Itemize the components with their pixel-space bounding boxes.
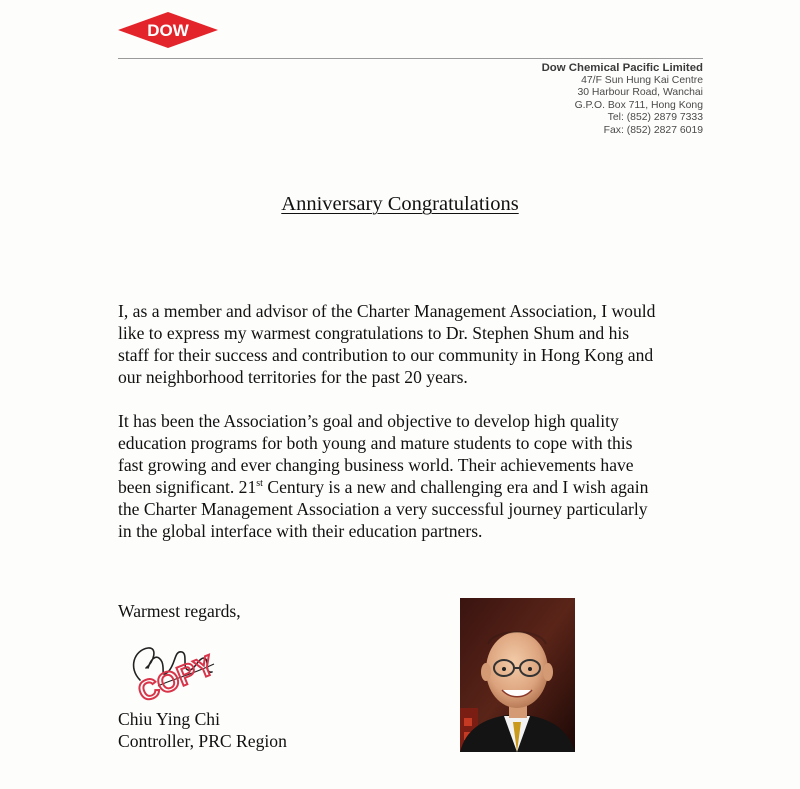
century-suffix: st [256,478,263,489]
body-line: education programs for both young and mature students to cope with this [118,433,633,453]
body-line: like to express my warmest congratulations to Dr. Stephen Shum and his [118,323,630,343]
body-line: our neighborhood territories for the past 20 years. [118,367,468,387]
paragraph-2 [118,410,718,542]
closing: Warmest regards, [118,601,241,621]
body-line-century [118,476,718,498]
century-pre: been significant. 21 [118,477,257,497]
address-line: G.P.O. Box 711, Hong Kong [574,99,703,111]
century-post: Century is a new and challenging era and I wish again [262,477,649,497]
header-rule [118,58,703,59]
letter-title [0,193,800,216]
letterhead-address [383,62,703,138]
logo-text: DOW [147,21,189,40]
fax-line: Fax: (852) 2827 6019 [603,124,703,136]
paragraph-1 [118,300,718,388]
body-line: in the global interface with their education partners. [118,521,483,541]
address-line: 30 Harbour Road, Wanchai [577,87,703,99]
body-line: It has been the Association’s goal and objective to develop high quality [118,411,619,431]
copy-stamp: COPY [133,649,219,708]
company-name: Dow Chemical Pacific Limited [541,62,703,74]
signer-block [118,708,287,752]
address-line: 47/F Sun Hung Kai Centre [581,74,703,86]
signature-with-copy-stamp [118,628,238,710]
body-line: fast growing and ever changing business world. Their achievements have [118,455,634,475]
portrait-photo [460,598,575,752]
phone-line: Tel: (852) 2879 7333 [607,112,703,124]
signer-name: Chiu Ying Chi [118,709,220,729]
body-line: I, as a member and advisor of the Charter Management Association, I would [118,301,656,321]
signer-title: Controller, PRC Region [118,731,287,751]
dow-logo [118,12,218,48]
letter-title-text: Anniversary Congratulations [281,193,519,215]
body-line: staff for their success and contribution to our community in Hong Kong and [118,345,654,365]
body-line: the Charter Management Association a very successful journey particularly [118,499,648,519]
